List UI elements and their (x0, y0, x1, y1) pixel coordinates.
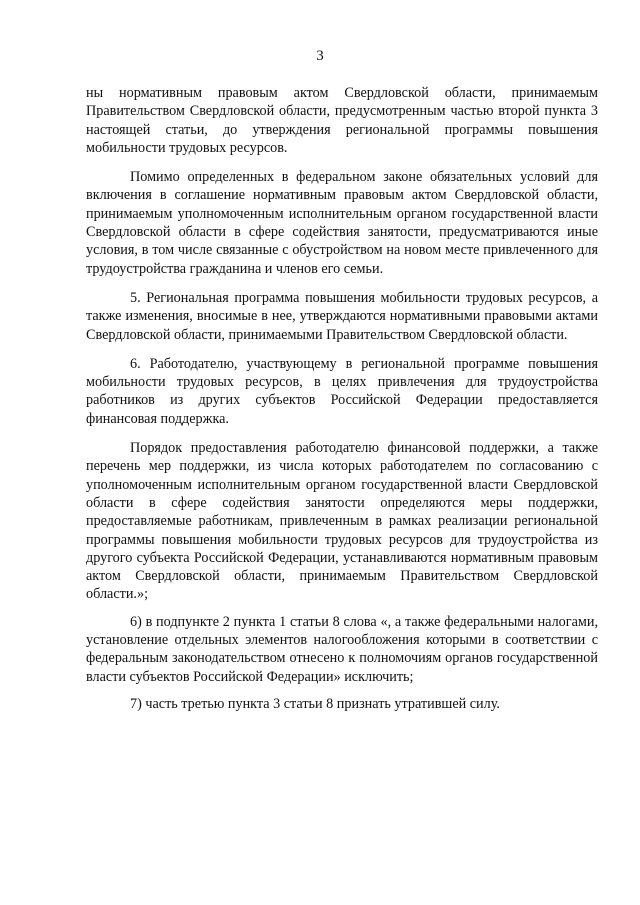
document-body (86, 84, 598, 713)
page-number: 3 (316, 48, 324, 64)
paragraph-support-procedure: Порядок предоставления работодателю финансовой поддержки, а также перечень мер поддержки, из числа которых работодателем по согласованию с уполномоченным исполнительным органом государственной власти Свердловской области в сфере содействия занятости определяются меры поддержки, предоставляемые работникам, привлеченным в рамках реализации региональной программы повышения мобильности трудовых ресурсов для трудоустройства из другого субъекта Российской Федерации, устанавливаются нормативным правовым актом Свердловской области, принимаемым Правительством Свердловской области.»; (86, 440, 598, 603)
paragraph-subitem-7: 7) часть третью пункта 3 статьи 8 признать утратившей силу. (130, 695, 500, 712)
paragraph-additional-conditions: Помимо определенных в федеральном законе обязательных условий для включения в соглашение нормативным правовым актом Свердловской области, принимаемым уполномоченным исполнительным органом государственной власти Свердловской области в сфере содействия занятости, предусматриваются иные условия, в том числе связанные с обустройством на новом месте привлеченного для трудоустройства гражданина и членов его семьи. (86, 169, 598, 277)
paragraph-item-5: 5. Региональная программа повышения мобильности трудовых ресурсов, а также изменения, вносимые в нее, утверждаются нормативными правовыми актами Свердловской области, принимаемыми Правительством Свердловской области. (86, 289, 598, 343)
paragraph-subitem-6: 6) в подпункте 2 пункта 1 статьи 8 слова «, а также федеральными налогами, установление отдельных элементов налогообложения которыми в соответствии с федеральным законодательством отнесено к полномочиям органов государственной власти субъектов Российской Федерации» исключить; (86, 613, 598, 685)
paragraph-item-6: 6. Работодателю, участвующему в региональной программе повышения мобильности трудовых ресурсов, в целях привлечения для трудоустройства работников из других субъектов Российской Федерации предоставляется финансовая поддержка. (86, 355, 598, 427)
paragraph-continuation: ны нормативным правовым актом Свердловской области, принимаемым Правительством Свердловской области, предусмотренным частью второй пункта 3 настоящей статьи, до утверждения региональной программы повышения мобильности трудовых ресурсов. (86, 85, 598, 156)
